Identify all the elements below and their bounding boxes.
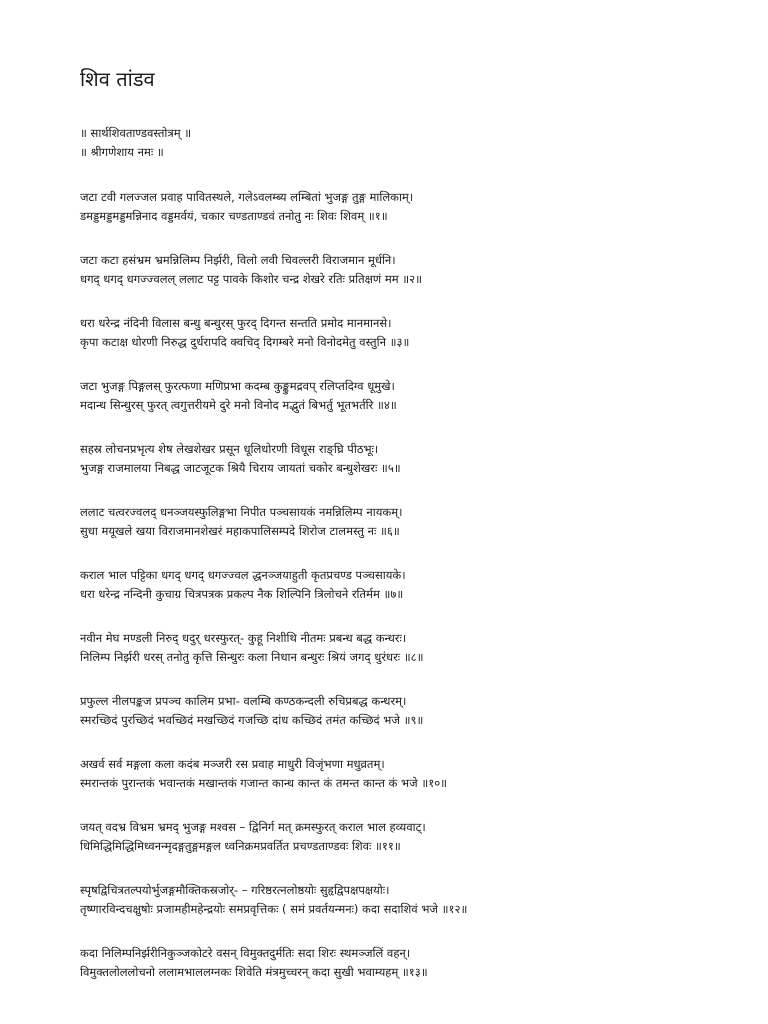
verse-line: धिमिद्धिमिद्धिमिध्वनन्मृदङ्गतुङ्गमङ्गल ध्वनिक्रमप्रवर्तित प्रचण्डताण्डवः शिवः ॥११॥ [80,839,401,853]
verse-line: तृष्णारविन्दचक्षुषोः प्रजामहीमहेन्द्रयोः समप्रवृत्तिकः ( समं प्रवर्तयन्मनः) कदा सदाशिवं भजे ॥१२॥ [80,902,468,916]
verse-line: स्पृषद्विचित्रतल्पयोर्भुजङ्गमौक्तिकस्रजोर्- – गरिष्ठरत्नलोष्ठयोः सुहृद्विपक्षपक्षयोः। [80,883,390,897]
verse-7 [80,566,740,604]
verse-line: अखर्व सर्व मङ्गला कला कदंब मञ्जरी रस प्रवाह माधुरी विजृंभणा मधुव्रतम्। [80,757,385,771]
stotram-header [80,124,740,162]
verse-line: डमड्डमड्डमड्डमन्निनाद वड्डमर्वयं, चकार चण्डताण्डवं तनोतु नः शिवः शिवम् ॥१॥ [80,209,388,223]
verse-line: धगद् धगद् धगज्ज्वलल् ललाट पट्ट पावके किशोर चन्द्र शेखरे रतिः प्रतिक्षणं मम ॥२॥ [80,272,423,286]
page-title: शिव तांडव [80,67,155,91]
header-line: ॥ सार्थशिवताण्डवस्तोत्रम् ॥ [80,126,192,140]
verse-line: नवीन मेघ मण्डली निरुद् धदुर् धरस्फुरत्- कुहू निशीथि नीतमः प्रबन्ध बद्ध कन्धरः। [80,631,407,645]
verse-line: सुधा मयूखले खया विराजमानशेखरं महाकपालिसम्पदे शिरोज टालमस्तु नः ॥६॥ [80,524,400,538]
verse-11 [80,818,740,856]
header-line: ॥ श्रीगणेशाय नमः ॥ [80,145,164,159]
verse-line: कराल भाल पट्टिका धगद् धगद् धगज्ज्वल द्धनञ्जयाहुती कृतप्रचण्ड पञ्चसायके। [80,568,406,582]
verse-5 [80,440,740,478]
verse-line: धरा धरेन्द्र नन्दिनी कुचाग्र चित्रपत्रक प्रकल्प नैक शिल्पिनि त्रिलोचने रतिर्मम ॥७॥ [80,587,404,601]
verse-line: कृपा कटाक्ष धोरणी निरुद्ध दुर्धरापदि क्वचिद् दिगम्बरे मनो विनोदमेतु वस्तुनि ॥३॥ [80,335,410,349]
document-page [80,64,740,1007]
verse-12 [80,881,740,919]
verse-line: कदा निलिम्पनिर्झरीनिकुञ्जकोटरे वसन् विमुक्तदुर्मतिः सदा शिरः स्थमञ्जलिं वहन्। [80,946,411,960]
verse-2 [80,251,740,289]
verse-line: जटा भुजङ्ग पिङ्गलस् फुरत्फणा मणिप्रभा कदम्ब कुङ्कुमद्रवप् रलिप्तदिग्व धूमुखे। [80,379,395,393]
verse-4 [80,377,740,415]
verse-line: भुजङ्ग राजमालया निबद्ध जाटजूटक श्रियै चिराय जायतां चकोर बन्धुशेखरः ॥५॥ [80,461,401,475]
verse-1 [80,188,740,226]
verse-line: स्मरच्छिदं पुरच्छिदं भवच्छिदं मखच्छिदं गजच्छि दांध कच्छिदं तमंत कच्छिदं भजे ॥९॥ [80,713,424,727]
verse-13 [80,944,740,982]
verse-3 [80,314,740,352]
verse-line: जटा कटा हसंभ्रम भ्रमन्निलिम्प निर्झरी, विलो लवी चिवल्लरी विराजमान मूर्धनि। [80,253,396,267]
verse-line: धरा धरेन्द्र नंदिनी विलास बन्धु बन्धुरस् फुरद् दिगन्त सन्तति प्रमोद मानमानसे। [80,316,392,330]
verse-line: ललाट चत्वरज्वलद् धनञ्जयस्फुलिङ्गभा निपीत पञ्चसायकं नमन्निलिम्प नायकम्। [80,505,403,519]
verse-6 [80,503,740,541]
verse-line: स्मरान्तकं पुरान्तकं भवान्तकं मखान्तकं गजान्त कान्ध कान्त कं तमन्त कान्त कं भजे ॥१०॥ [80,776,448,790]
verse-line: मदान्ध सिन्धुरस् फुरत् त्वगुत्तरीयमे दुरे मनो विनोद मद्भुतं बिभर्तु भूतभर्तरि ॥४॥ [80,398,397,412]
verse-line: प्रफुल्ल नीलपङ्कज प्रपञ्च कालिम प्रभा- वलम्बि कण्ठकन्दली रुचिप्रबद्ध कन्धरम्। [80,694,407,708]
verse-line: जयत् वदभ्र विभ्रम भ्रमद् भुजङ्ग मश्वस – द्विनिर्ग मत् क्रमस्फुरत् कराल भाल हव्यवाट्। [80,820,426,834]
verse-10 [80,755,740,793]
verse-line: विमुक्तलोललोचनो ललामभाललग्नकः शिवेति मंत्रमुच्चरन् कदा सुखी भवाम्यहम् ॥१३॥ [80,965,428,979]
verse-line: जटा टवी गलज्जल प्रवाह पावितस्थले, गलेऽवलम्ब्य लम्बितां भुजङ्ग तुङ्ग मालिकाम्। [80,190,414,204]
verse-9 [80,692,740,730]
verse-line: निलिम्प निर्झरी धरस् तनोतु कृत्ति सिन्धुरः कला निधान बन्धुरः श्रियं जगद् धुरंधरः ॥८॥ [80,650,424,664]
verse-list [80,188,740,982]
verse-8 [80,629,740,667]
verse-line: सहस्र लोचनप्रभृत्य शेष लेखशेखर प्रसून धूलिधोरणी विधूस राङ्घ्रि पीठभूः। [80,442,379,456]
